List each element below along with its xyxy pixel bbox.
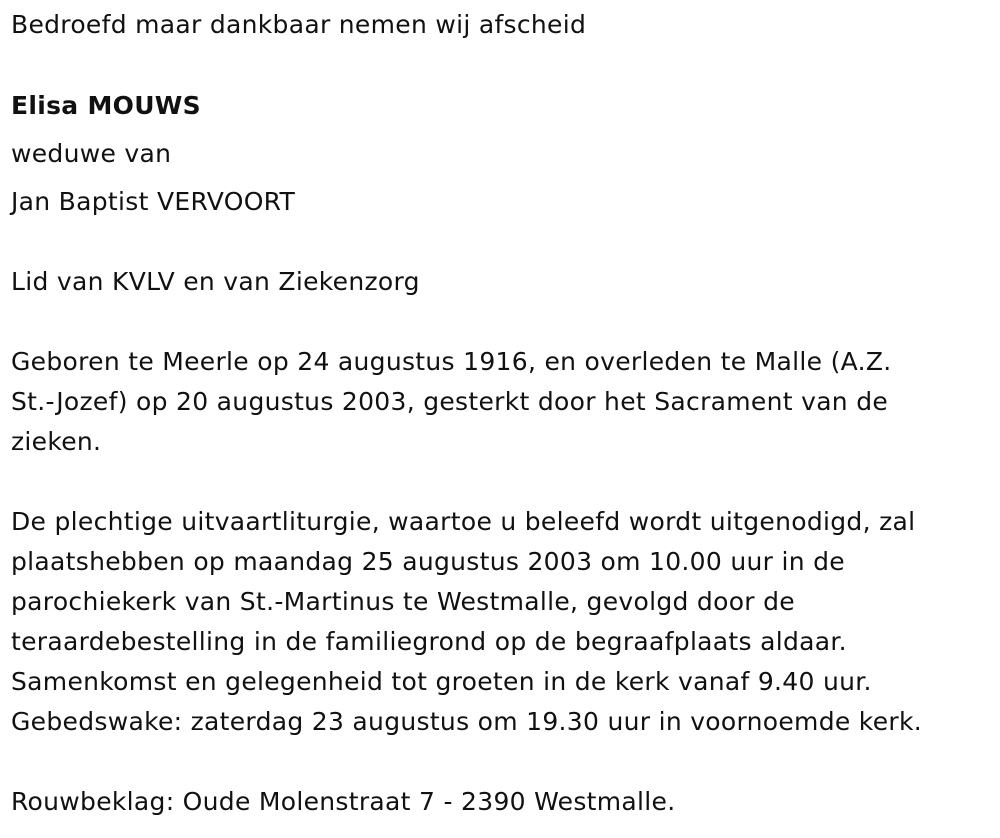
spouse-name: Jan Baptist VERVOORT — [11, 187, 296, 216]
birth-death-line: Geboren te Meerle op 24 augustus 1916, en overleden te Malle (A.Z. — [11, 347, 892, 376]
membership-text: Lid van KVLV en van Ziekenzorg — [11, 267, 420, 296]
funeral-line: Samenkomst en gelegenheid tot groeten in de kerk vanaf 9.40 uur. — [11, 667, 872, 696]
funeral-line: Gebedswake: zaterdag 23 augustus om 19.30 uur in voornoemde kerk. — [11, 707, 922, 736]
birth-death-line: zieken. — [11, 427, 102, 456]
birth-death-line: St.-Jozef) op 20 augustus 2003, gesterkt door het Sacrament van de — [11, 387, 889, 416]
relation-text: weduwe van — [11, 139, 172, 168]
funeral-line: plaatshebben op maandag 25 augustus 2003 om 10.00 uur in de — [11, 547, 845, 576]
funeral-line: teraardebestelling in de familiegrond op de begraafplaats aldaar. — [11, 627, 847, 656]
opening-line: Bedroefd maar dankbaar nemen wij afscheid — [11, 10, 587, 39]
condolence-address: Rouwbeklag: Oude Molenstraat 7 - 2390 Westmalle. — [11, 787, 676, 816]
funeral-line: parochiekerk van St.-Martinus te Westmalle, gevolgd door de — [11, 587, 795, 616]
funeral-line: De plechtige uitvaartliturgie, waartoe u beleefd wordt uitgenodigd, zal — [11, 507, 916, 536]
deceased-name: Elisa MOUWS — [11, 91, 201, 120]
